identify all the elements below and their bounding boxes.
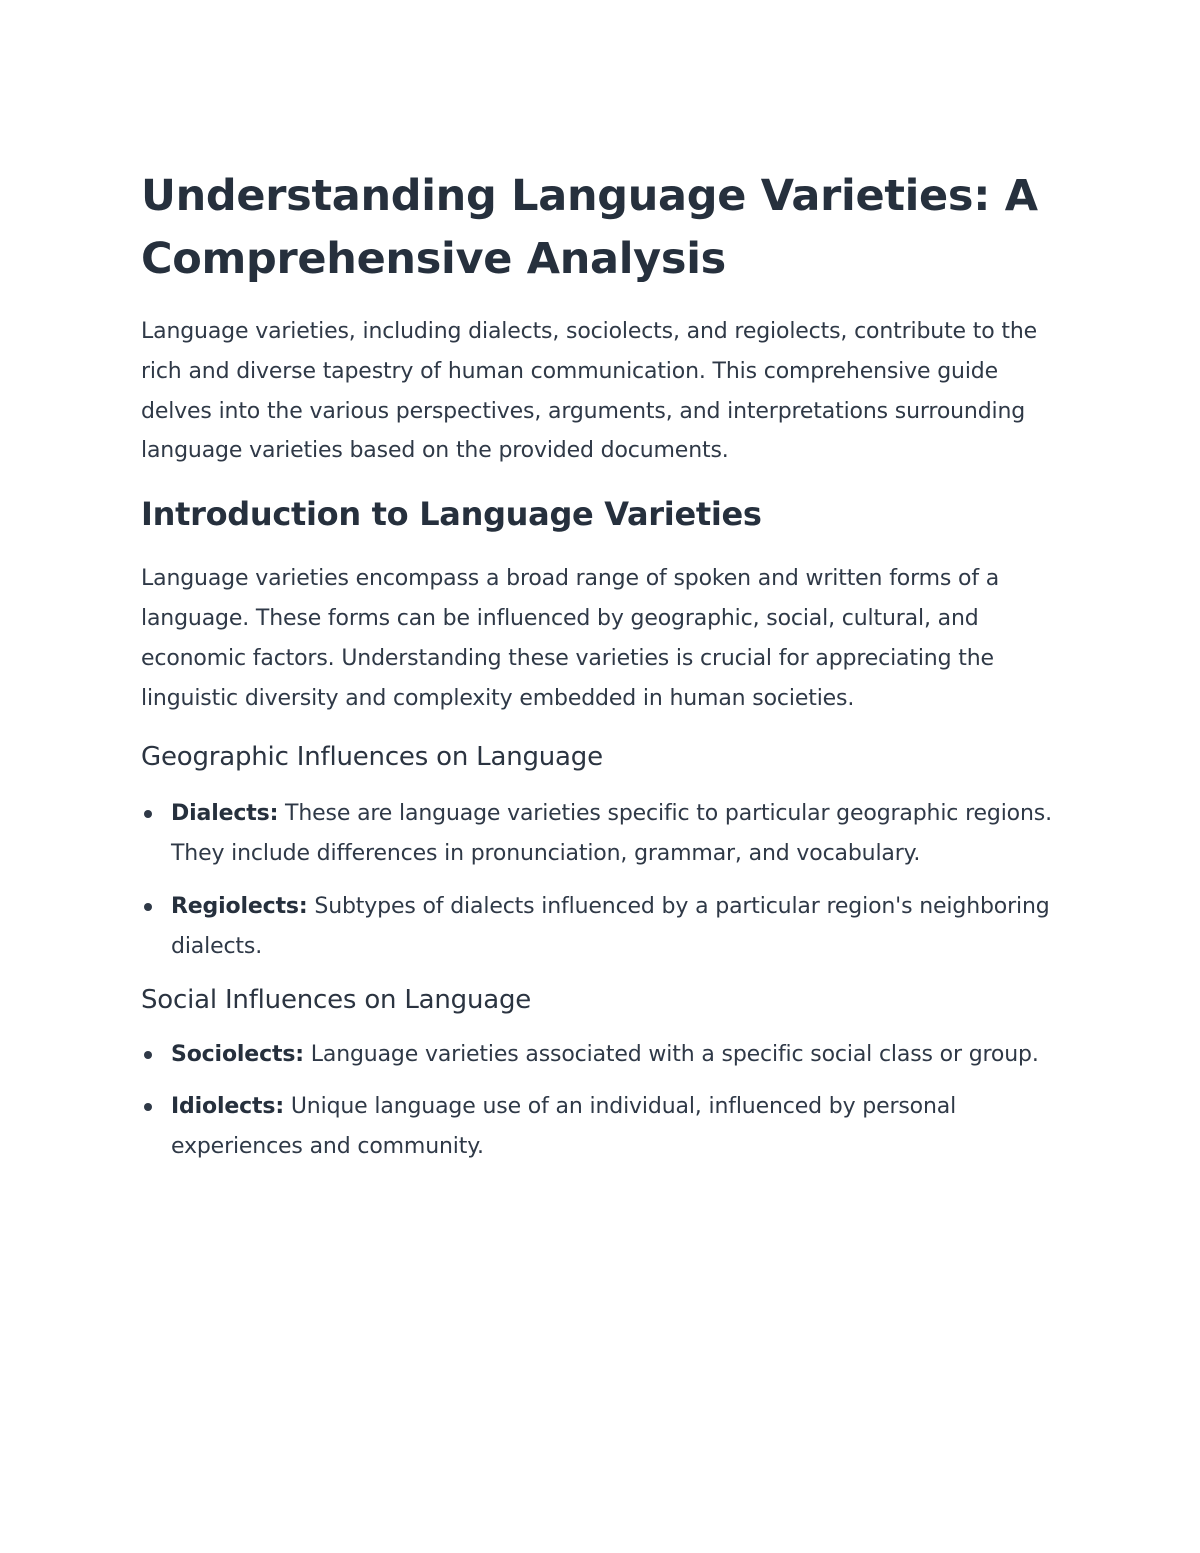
list-item (141, 1087, 1066, 1167)
subsection-heading-social: Social Influences on Language (141, 984, 532, 1015)
subsection-heading-geographic: Geographic Influences on Language (141, 742, 603, 773)
list-item-term: Sociolects: (171, 1041, 304, 1067)
list-item (141, 887, 1066, 967)
list-item-term: Dialects: (171, 801, 279, 827)
list-item-text: These are language varieties specific to particular geographic regions. They include differences in pronunciation, grammar, and vocabulary. (171, 801, 1052, 867)
section-heading-introduction: Introduction to Language Varieties (141, 495, 762, 534)
page-title: Understanding Language Varieties: A Comprehensive Analysis (141, 171, 1038, 284)
list-item-text: Subtypes of dialects influenced by a particular region's neighboring dialects. (171, 893, 1050, 959)
document-page (141, 165, 1066, 1180)
list-item-term: Idiolects: (171, 1094, 285, 1120)
list-item-text: Unique language use of an individual, influenced by personal experiences and community. (171, 1094, 957, 1160)
social-list (141, 1035, 1066, 1167)
list-item (141, 1035, 1066, 1075)
bullet-icon (144, 903, 152, 911)
bullet-icon (144, 1103, 152, 1111)
section-paragraph-introduction: Language varieties encompass a broad range of spoken and written forms of a language. These forms can be influenced by geographic, social, cultural, and economic factors. Understanding these varieties is crucial for appreciating the linguistic diversity and complexity embedded in human societies. (141, 566, 1000, 711)
list-item-text: Language varieties associated with a specific social class or group. (303, 1041, 1039, 1067)
geographic-list (141, 794, 1066, 966)
bullet-icon (144, 1051, 152, 1059)
list-item-term: Regiolects: (171, 893, 308, 919)
list-item (141, 794, 1066, 874)
intro-paragraph: Language varieties, including dialects, sociolects, and regiolects, contribute to the rich and diverse tapestry of human communication. This comprehensive guide delves into the various perspectives, arguments, and interpretations surrounding language varieties based on the provided documents. (141, 319, 1038, 464)
bullet-icon (144, 810, 152, 818)
